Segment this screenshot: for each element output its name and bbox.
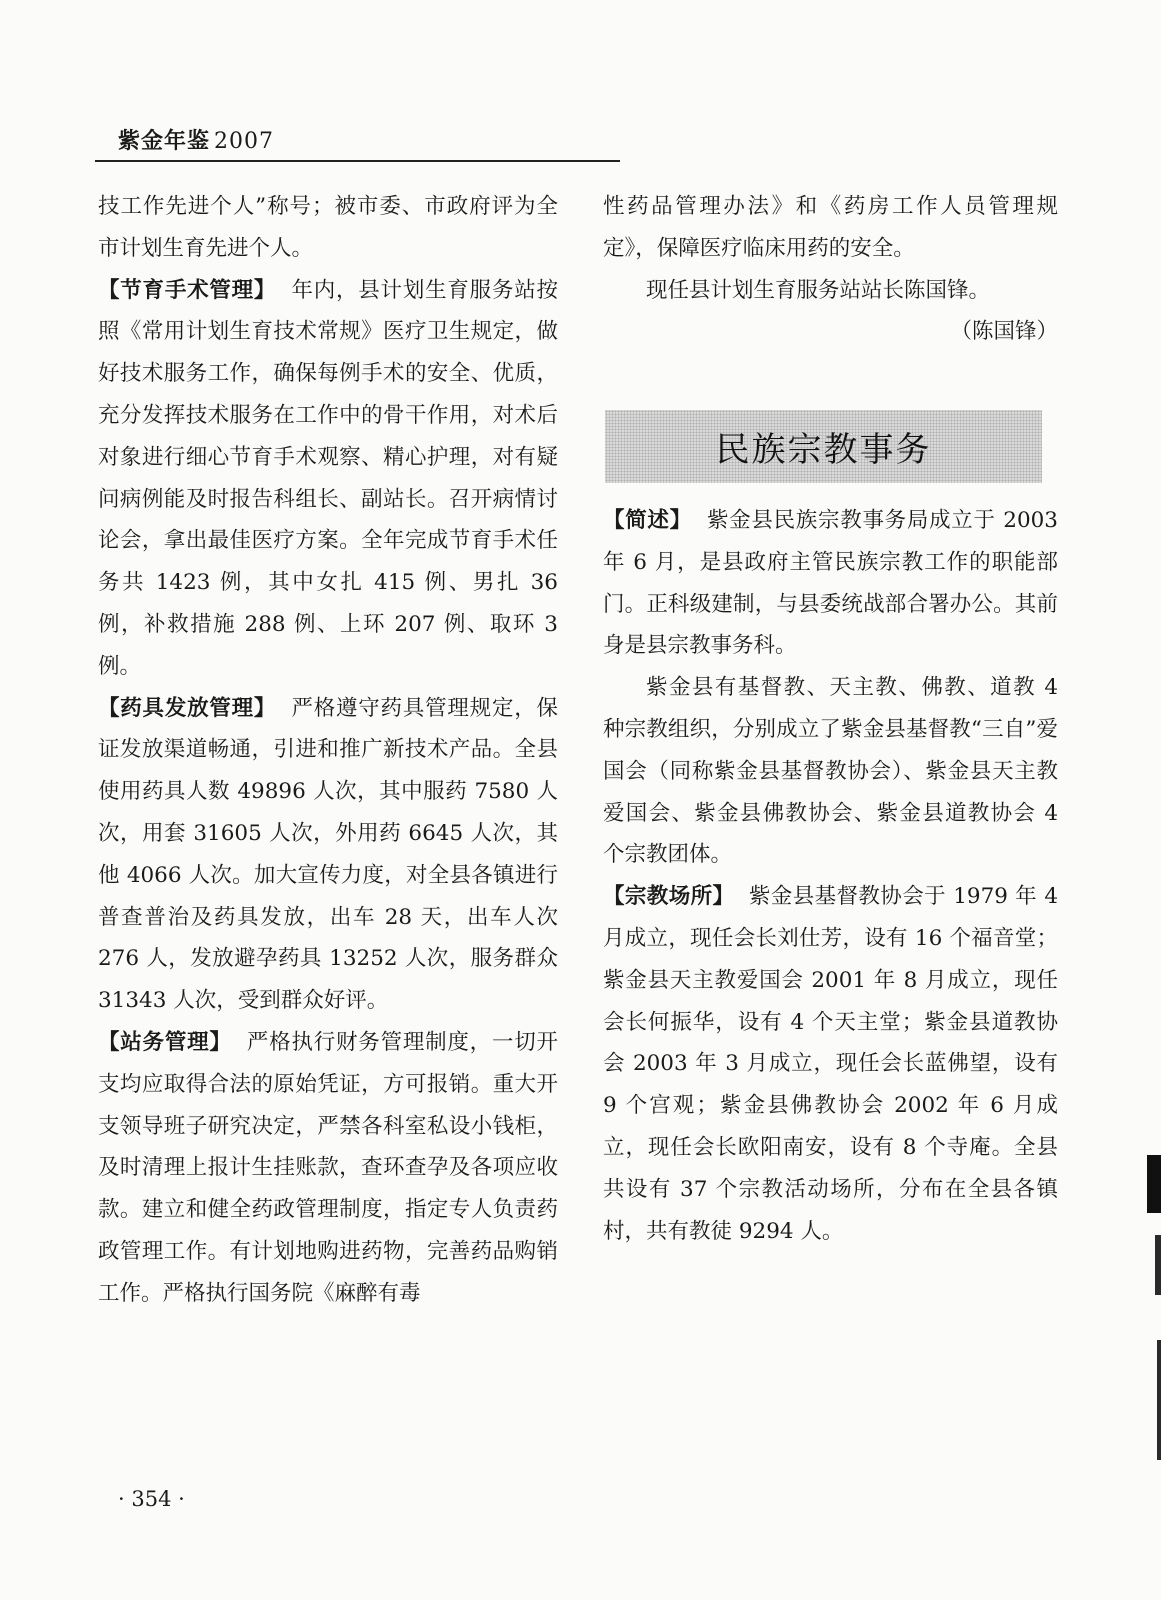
body-station-management: 严格执行财务管理制度，一切开支均应取得合法的原始凭证，方可报销。重大开支领导班子研究决定，严禁各科室私设小钱柜，及时清理上报计生挂账款，查环查孕及各项应收款。建立和健全药政管理制度，指定专人负责药政管理工作。有计划地购进药物，完善药品购销工作。严格执行国务院《麻醉有毒 — [98, 1029, 558, 1306]
paragraph-contraceptive-distribution — [98, 688, 558, 1022]
thumb-index-tab — [1147, 1155, 1161, 1213]
paragraph-director: 现任县计划生育服务站站长陈国锋。 — [646, 277, 991, 303]
running-header — [118, 124, 274, 155]
section-title-banner — [605, 410, 1042, 483]
edge-shadow — [1155, 1235, 1161, 1295]
left-column — [98, 186, 558, 1315]
yearbook-name: 紫金年鉴 — [118, 129, 211, 154]
paragraph-religious-sites — [603, 876, 1058, 1252]
section-title: 民族宗教事务 — [715, 430, 932, 470]
paragraph-continued-right: 性药品管理办法》和《药房工作人员管理规定》，保障医疗临床用药的安全。 — [603, 194, 1058, 261]
edge-shadow — [1157, 1340, 1161, 1460]
paragraph-overview — [603, 500, 1058, 667]
heading-overview: 【简述】 — [603, 508, 692, 533]
heading-station-management: 【站务管理】 — [98, 1029, 232, 1055]
body-sterilization-surgery: 年内，县计划生育服务站按照《常用计划生育技术常规》医疗卫生规定，做好技术服务工作，确保每例手术的安全、优质，充分发挥技术服务在工作中的骨干作用，对术后对象进行细心节育手术观察、精心护理，对有疑问病例能及时报告科组长、副站长。召开病情讨论会，拿出最佳医疗方案。全年完成节育手术任务共 1423 例，其中女扎 415 例、男扎 36 例，补救措施 288 例、上环 207 例、取环 3 例。 — [98, 277, 558, 679]
heading-contraceptive-distribution: 【药具发放管理】 — [98, 695, 277, 721]
right-column — [603, 186, 1058, 353]
paragraph-station-management — [98, 1022, 558, 1315]
heading-religious-sites: 【宗教场所】 — [603, 884, 735, 910]
page-number: · 354 · — [118, 1487, 185, 1511]
body-overview: 紫金县民族宗教事务局成立于 2003 年 6 月，是县政府主管民族宗教工作的职能部门。正科级建制，与县委统战部合署办公。其前身是县宗教事务科。 — [603, 508, 1058, 659]
heading-sterilization-surgery: 【节育手术管理】 — [98, 277, 277, 303]
yearbook-year: 2007 — [214, 129, 275, 154]
body-religious-sites: 紫金县基督教协会于 1979 年 4 月成立，现任会长刘仕芳，设有 16 个福音堂；紫金县天主教爱国会 2001 年 8 月成立，现任会长何振华，设有 4 个天主堂；紫金县道教协会 2003 年 3 月成立，现任会长蓝佛望，设有 9 个宫观；紫金县佛教协会 2002 年 6 月成立，现任会长欧阳南安，设有 8 个寺庵。全县共设有 37 个宗教活动场所，分布在全县各镇村，共有教徒 9294 人。 — [603, 884, 1058, 1244]
body-contraceptive-distribution: 严格遵守药具管理规定，保证发放渠道畅通，引进和推广新技术产品。全县使用药具人数 49896 人次，其中服药 7580 人次，用套 31605 人次，外用药 6645 人次，其他 4066 人次。加大宣传力度，对全县各镇进行普查普治及药具发放，出车 28 天，出车人次 276 人，发放避孕药具 13252 人次，服务群众 31343 人次，受到群众好评。 — [98, 695, 558, 1014]
author-credit: （陈国锋） — [950, 319, 1058, 345]
paragraph-continued: 技工作先进个人”称号；被市委、市政府评为全市计划生育先进个人。 — [98, 194, 558, 261]
header-rule — [95, 160, 620, 162]
right-column-section — [603, 500, 1058, 1252]
paragraph-sterilization-surgery — [98, 270, 558, 688]
paragraph-religious-groups: 紫金县有基督教、天主教、佛教、道教 4 种宗教组织，分别成立了紫金县基督教“三自”爱国会（同称紫金县基督教协会）、紫金县天主教爱国会、紫金县佛教协会、紫金县道教协会 4 个宗教团体。 — [603, 675, 1058, 868]
